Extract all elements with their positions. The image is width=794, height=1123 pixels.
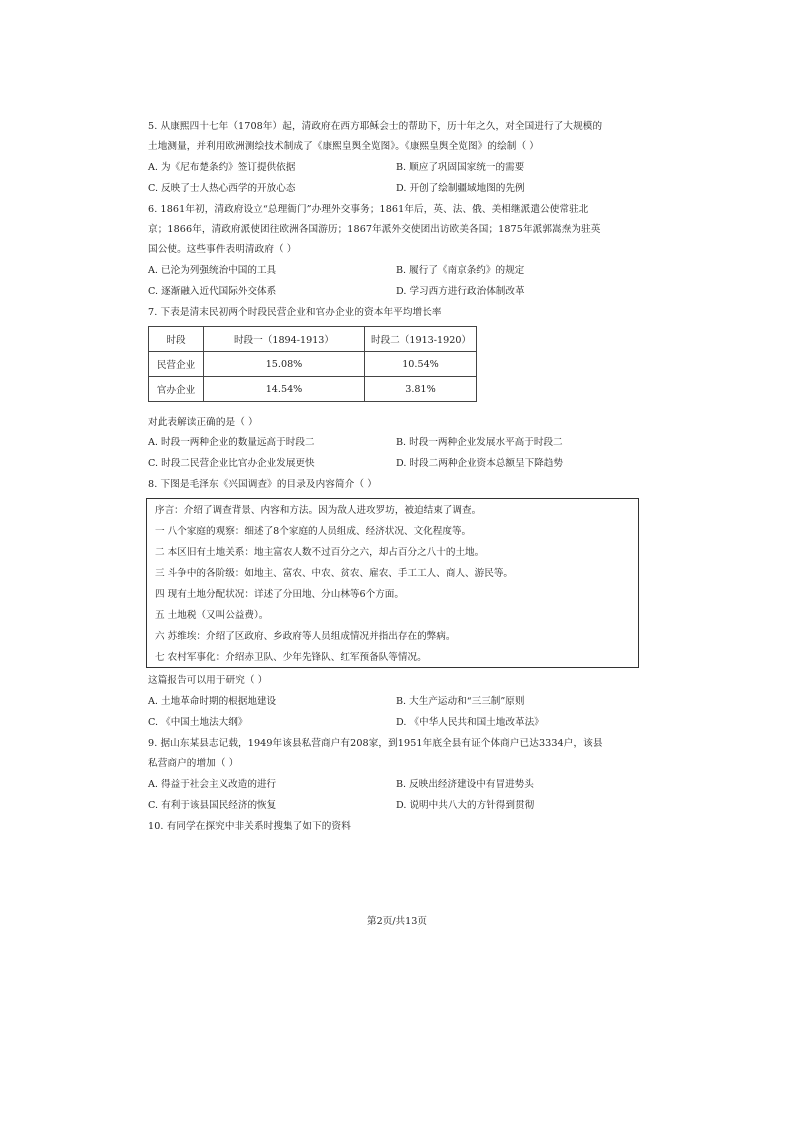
page-number: 第2页/共13页 — [367, 916, 427, 927]
box-line: 序言：介绍了调查背景、内容和方法。因为敌人进攻罗坊，被迫结束了调查。 — [155, 505, 482, 516]
q9-option-b[interactable]: B. 反映出经济建设中有冒进势头 — [396, 779, 534, 790]
q6-stem-line-3: 国公使。这些事件表明清政府（ ） — [148, 244, 297, 255]
q8-stem: 8. 下图是毛泽东《兴国调查》的目录及内容简介（ ） — [148, 479, 377, 490]
box-line: 五 土地税（又叫公益费）。 — [155, 610, 269, 621]
q7-option-b[interactable]: B. 时段一两种企业发展水平高于时段二 — [396, 437, 563, 448]
q7-stem: 7. 下表是清末民初两个时段民营企业和官办企业的资本年平均增长率 — [148, 307, 442, 318]
q9-stem-line-1: 9. 据山东某县志记载，1949年该县私营商户有208家，到1951年底全县有证个体商户已达3334户，该县 — [148, 738, 603, 749]
q9-option-d[interactable]: D. 说明中共八大的方针得到贯彻 — [396, 800, 535, 811]
table-cell: 14.54% — [204, 377, 365, 402]
table-header-row — [149, 327, 477, 352]
q5-stem-line-1: 5. 从康熙四十七年（1708年）起，清政府在西方耶稣会士的帮助下，历十年之久，对全国进行了大规模的 — [148, 121, 603, 132]
q6-option-d[interactable]: D. 学习西方进行政治体制改革 — [396, 286, 525, 297]
q6-stem-line-2: 京；1866年，清政府派使团往欧洲各国游历；1867年派外交使团出访欧美各国；1875年派郭嵩焘为驻英 — [148, 224, 601, 235]
q5-option-b[interactable]: B. 顺应了巩固国家统一的需要 — [396, 162, 525, 173]
box-line: 六 苏维埃：介绍了区政府、乡政府等人员组成情况并指出存在的弊病。 — [155, 631, 456, 642]
q5-option-d[interactable]: D. 开创了绘制疆域地图的先例 — [396, 183, 525, 194]
q8-option-d[interactable]: D. 《中华人民共和国土地改革法》 — [396, 717, 544, 728]
box-line: 四 现有土地分配状况：详述了分田地、分山林等6个方面。 — [155, 589, 404, 600]
table-cell: 15.08% — [204, 352, 365, 377]
q7-question: 对此表解读正确的是（ ） — [148, 417, 258, 428]
table-row-label: 官办企业 — [149, 377, 204, 402]
box-line: 二 本区旧有土地关系：地主富农人数不过百分之六，却占百分之八十的土地。 — [155, 547, 485, 558]
q6-option-c[interactable]: C. 逐渐融入近代国际外交体系 — [148, 286, 277, 297]
table-row — [149, 352, 477, 377]
table-header-cell: 时段一（1894-1913） — [204, 327, 365, 352]
q9-stem-line-2: 私营商户的增加（ ） — [148, 758, 239, 769]
table-row — [149, 377, 477, 402]
table-header-cell: 时段二（1913-1920） — [365, 327, 477, 352]
q8-contents-box — [146, 498, 639, 668]
q6-option-b[interactable]: B. 履行了《南京条约》的规定 — [396, 265, 525, 276]
table-cell: 10.54% — [365, 352, 477, 377]
table-header-cell: 时段 — [149, 327, 204, 352]
q5-option-c[interactable]: C. 反映了士人热心西学的开放心态 — [148, 183, 296, 194]
q7-option-a[interactable]: A. 时段一两种企业的数量远高于时段二 — [148, 437, 315, 448]
table-row-label: 民营企业 — [149, 352, 204, 377]
q8-option-a[interactable]: A. 土地革命时期的根据地建设 — [148, 696, 277, 707]
q7-growth-table — [148, 326, 477, 402]
q5-stem-line-2: 土地测量，并利用欧洲测绘技术制成了《康熙皇舆全览图》。《康熙皇舆全览图》的绘制（ ） — [148, 141, 539, 152]
box-line: 三 斗争中的各阶级：如地主、富农、中农、贫农、雇农、手工工人、商人、游民等。 — [155, 568, 514, 579]
box-line: 七 农村军事化：介绍赤卫队、少年先锋队、红军预备队等情况。 — [155, 652, 427, 663]
q6-stem-line-1: 6. 1861年初，清政府设立“总理衙门”办理外交事务；1861年后，英、法、俄、美相继派遣公使常驻北 — [148, 204, 589, 215]
table-cell: 3.81% — [365, 377, 477, 402]
q8-option-b[interactable]: B. 大生产运动和“三三制”原则 — [396, 696, 525, 707]
q8-question: 这篇报告可以用于研究（ ） — [148, 675, 268, 686]
q8-option-c[interactable]: C. 《中国土地法大纲》 — [148, 717, 248, 728]
q9-option-c[interactable]: C. 有利于该县国民经济的恢复 — [148, 800, 277, 811]
q10-stem: 10. 有同学在探究中非关系时搜集了如下的资料 — [148, 821, 351, 832]
q7-option-d[interactable]: D. 时段二两种企业资本总额呈下降趋势 — [396, 458, 563, 469]
q9-option-a[interactable]: A. 得益于社会主义改造的进行 — [148, 779, 277, 790]
box-line: 一 八个家庭的观察：细述了8个家庭的人员组成、经济状况、文化程度等。 — [155, 526, 472, 537]
q7-option-c[interactable]: C. 时段二民营企业比官办企业发展更快 — [148, 458, 315, 469]
q6-option-a[interactable]: A. 已沦为列强统治中国的工具 — [148, 265, 277, 276]
q5-option-a[interactable]: A. 为《尼布楚条约》签订提供依据 — [148, 162, 296, 173]
